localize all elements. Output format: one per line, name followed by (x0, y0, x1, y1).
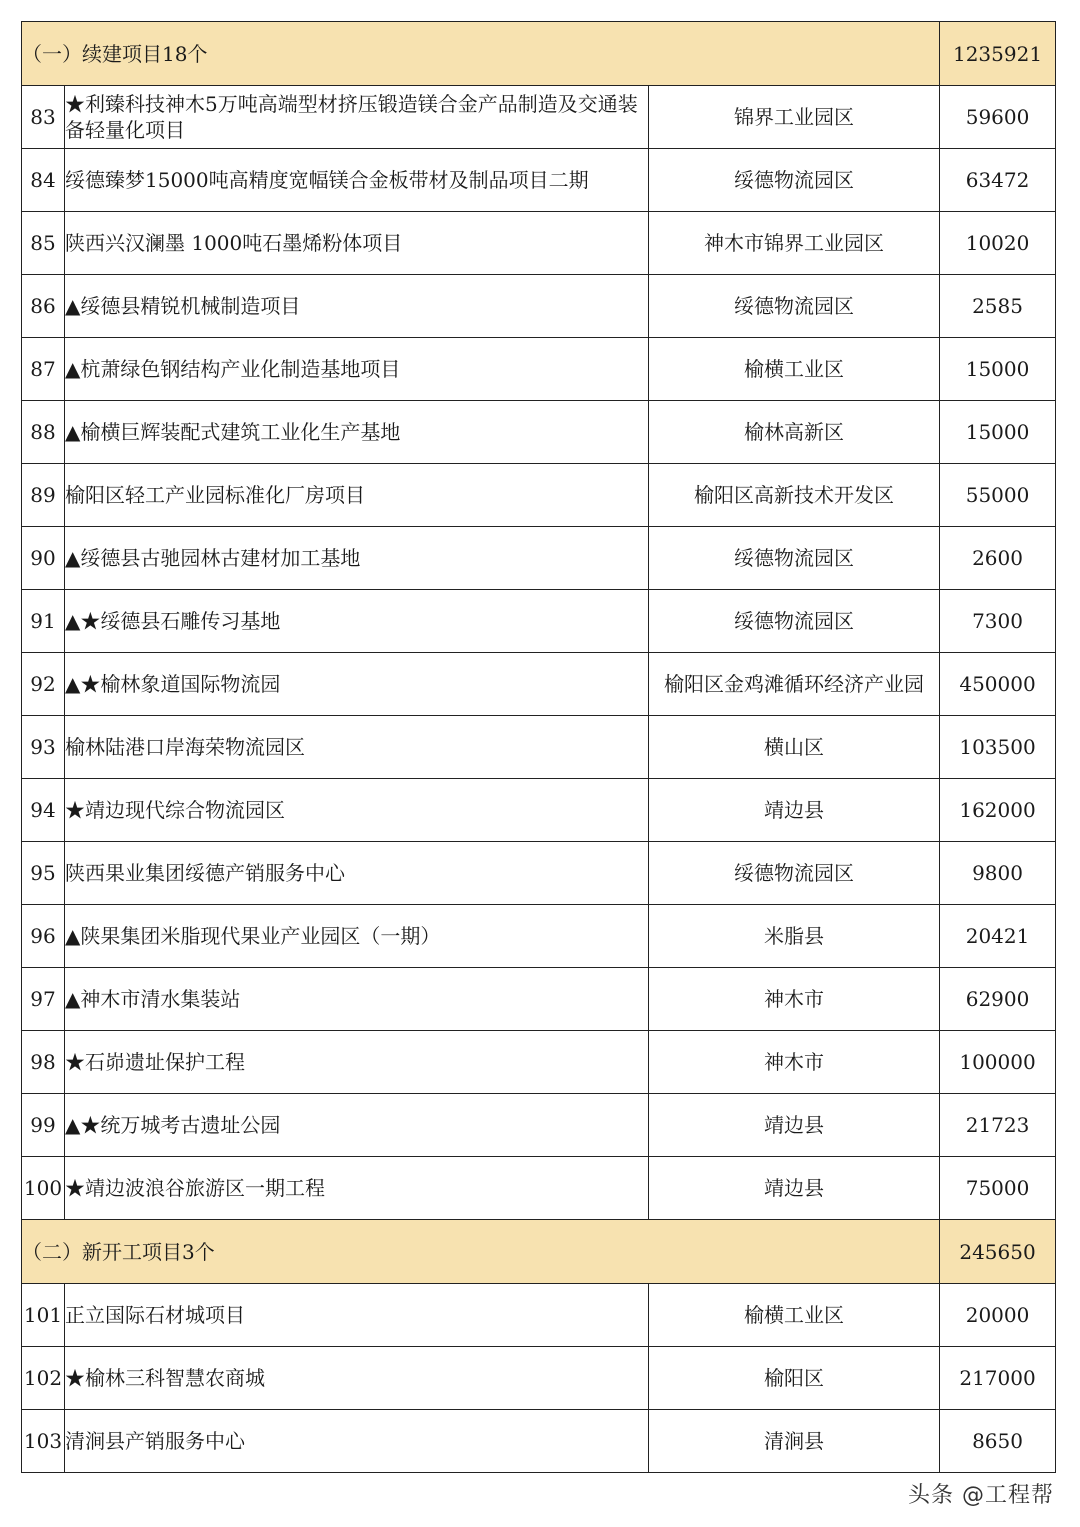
project-location: 榆横工业区 (649, 1284, 940, 1347)
table-row (22, 842, 1056, 905)
project-name: 陕西兴汉澜墨 1000吨石墨烯粉体项目 (65, 212, 649, 275)
investment-value: 10020 (940, 212, 1056, 275)
table-row (22, 1157, 1056, 1220)
investment-value: 100000 (940, 1031, 1056, 1094)
project-name: ▲陕果集团米脂现代果业产业园区（一期） (65, 905, 649, 968)
project-location: 锦界工业园区 (649, 86, 940, 149)
row-number: 92 (22, 653, 65, 716)
project-name: ▲杭萧绿色钢结构产业化制造基地项目 (65, 338, 649, 401)
investment-value: 450000 (940, 653, 1056, 716)
table-row (22, 464, 1056, 527)
row-number: 98 (22, 1031, 65, 1094)
table-row (22, 149, 1056, 212)
project-name: ▲★绥德县石雕传习基地 (65, 590, 649, 653)
section-total: 245650 (940, 1220, 1056, 1284)
row-number: 96 (22, 905, 65, 968)
row-number: 99 (22, 1094, 65, 1157)
row-number: 97 (22, 968, 65, 1031)
project-name: ▲绥德县精锐机械制造项目 (65, 275, 649, 338)
table-row (22, 86, 1056, 149)
investment-value: 15000 (940, 338, 1056, 401)
table-row (22, 1031, 1056, 1094)
row-number: 103 (22, 1410, 65, 1473)
investment-value: 20000 (940, 1284, 1056, 1347)
investment-value: 2600 (940, 527, 1056, 590)
project-location: 榆林高新区 (649, 401, 940, 464)
table-row (22, 275, 1056, 338)
investment-value: 217000 (940, 1347, 1056, 1410)
project-name: ★利臻科技神木5万吨高端型材挤压锻造镁合金产品制造及交通装备轻量化项目 (65, 86, 649, 149)
project-location: 绥德物流园区 (649, 149, 940, 212)
project-location: 清涧县 (649, 1410, 940, 1473)
project-name: 陕西果业集团绥德产销服务中心 (65, 842, 649, 905)
section-header-row (22, 1220, 1056, 1284)
row-number: 83 (22, 86, 65, 149)
project-location: 榆阳区高新技术开发区 (649, 464, 940, 527)
investment-value: 55000 (940, 464, 1056, 527)
row-number: 102 (22, 1347, 65, 1410)
section-title: （一）续建项目18个 (22, 22, 940, 86)
project-location: 靖边县 (649, 1094, 940, 1157)
investment-value: 21723 (940, 1094, 1056, 1157)
project-location: 靖边县 (649, 1157, 940, 1220)
table-row (22, 653, 1056, 716)
table-row (22, 1410, 1056, 1473)
row-number: 101 (22, 1284, 65, 1347)
project-name: ★榆林三科智慧农商城 (65, 1347, 649, 1410)
investment-value: 8650 (940, 1410, 1056, 1473)
project-name: ▲榆横巨辉装配式建筑工业化生产基地 (65, 401, 649, 464)
table-row (22, 779, 1056, 842)
row-number: 88 (22, 401, 65, 464)
project-location: 绥德物流园区 (649, 527, 940, 590)
project-name: ★靖边现代综合物流园区 (65, 779, 649, 842)
row-number: 87 (22, 338, 65, 401)
row-number: 100 (22, 1157, 65, 1220)
project-name: ▲神木市清水集装站 (65, 968, 649, 1031)
investment-value: 63472 (940, 149, 1056, 212)
project-location: 神木市 (649, 1031, 940, 1094)
project-name: 绥德臻梦15000吨高精度宽幅镁合金板带材及制品项目二期 (65, 149, 649, 212)
investment-value: 162000 (940, 779, 1056, 842)
table-row (22, 905, 1056, 968)
investment-value: 75000 (940, 1157, 1056, 1220)
project-location: 榆阳区金鸡滩循环经济产业园 (649, 653, 940, 716)
project-location: 绥德物流园区 (649, 842, 940, 905)
row-number: 86 (22, 275, 65, 338)
investment-value: 59600 (940, 86, 1056, 149)
project-table (21, 21, 1056, 1473)
row-number: 95 (22, 842, 65, 905)
project-location: 横山区 (649, 716, 940, 779)
investment-value: 2585 (940, 275, 1056, 338)
project-location: 靖边县 (649, 779, 940, 842)
table-row (22, 1094, 1056, 1157)
project-name: ▲★榆林象道国际物流园 (65, 653, 649, 716)
investment-value: 103500 (940, 716, 1056, 779)
project-name: 清涧县产销服务中心 (65, 1410, 649, 1473)
section-total: 1235921 (940, 22, 1056, 86)
table-row (22, 590, 1056, 653)
row-number: 89 (22, 464, 65, 527)
row-number: 94 (22, 779, 65, 842)
table-row (22, 527, 1056, 590)
investment-value: 9800 (940, 842, 1056, 905)
row-number: 91 (22, 590, 65, 653)
section-header-row (22, 22, 1056, 86)
row-number: 85 (22, 212, 65, 275)
table-row (22, 1347, 1056, 1410)
table-row (22, 212, 1056, 275)
project-location: 绥德物流园区 (649, 275, 940, 338)
project-name: ▲★统万城考古遗址公园 (65, 1094, 649, 1157)
row-number: 84 (22, 149, 65, 212)
table-row (22, 1284, 1056, 1347)
table-row (22, 338, 1056, 401)
project-name: 榆阳区轻工产业园标准化厂房项目 (65, 464, 649, 527)
investment-value: 7300 (940, 590, 1056, 653)
project-name: 榆林陆港口岸海荣物流园区 (65, 716, 649, 779)
project-location: 米脂县 (649, 905, 940, 968)
investment-value: 62900 (940, 968, 1056, 1031)
project-location: 神木市 (649, 968, 940, 1031)
table-row (22, 968, 1056, 1031)
project-name: ★靖边波浪谷旅游区一期工程 (65, 1157, 649, 1220)
watermark: 头条 @工程帮 (908, 1483, 1054, 1508)
project-name: 正立国际石材城项目 (65, 1284, 649, 1347)
investment-value: 15000 (940, 401, 1056, 464)
project-location: 神木市锦界工业园区 (649, 212, 940, 275)
section-title: （二）新开工项目3个 (22, 1220, 940, 1284)
row-number: 93 (22, 716, 65, 779)
table-row (22, 716, 1056, 779)
project-location: 绥德物流园区 (649, 590, 940, 653)
investment-value: 20421 (940, 905, 1056, 968)
project-name: ▲绥德县古驰园林古建材加工基地 (65, 527, 649, 590)
project-location: 榆横工业区 (649, 338, 940, 401)
project-name: ★石峁遗址保护工程 (65, 1031, 649, 1094)
project-location: 榆阳区 (649, 1347, 940, 1410)
row-number: 90 (22, 527, 65, 590)
project-table-body (22, 22, 1056, 1473)
table-row (22, 401, 1056, 464)
